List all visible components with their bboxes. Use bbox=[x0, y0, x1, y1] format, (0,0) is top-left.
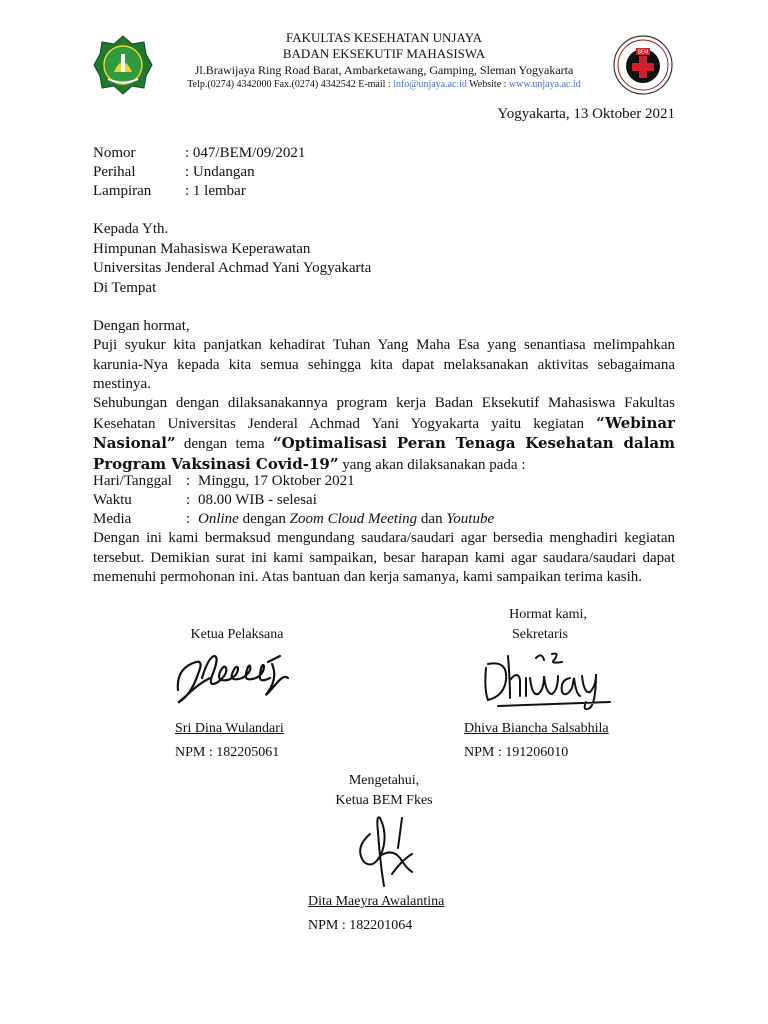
detail-date-row: Hari/Tanggal : Minggu, 17 Oktober 2021 bbox=[93, 473, 355, 489]
left-signer-title: Ketua Pelaksana bbox=[190, 627, 284, 642]
paragraph-closing: Dengan ini kami bermaksud mengundang saudara/saudari agar bersedia menghadiri kegiatan tersebut. Demikian surat ini kami sampaikan, besar harapan kami agar saudara/saudari dapat memenuhi permohonan ini. Atas bantuan dan kerja samanya, kami sampaikan terima kasih. bbox=[93, 530, 675, 585]
faculty-name: FAKULTAS KESEHATAN UNJAYA bbox=[285, 30, 483, 45]
paragraph-opening: Puji syukur kita panjatkan kehadirat Tuhan Yang Maha Esa yang senantiasa melimpahkan karunia-Nya kepada kita semua sehingga kita dapat melaksanakan aktivitas sebagaimana mestinya. bbox=[93, 337, 675, 392]
acknowledgment-label: Mengetahui, bbox=[348, 773, 420, 788]
perihal-row: Perihal : Undangan bbox=[93, 164, 255, 180]
website-link[interactable]: www.unjaya.ac.id bbox=[508, 79, 581, 90]
right-signer-title: Sekretaris bbox=[512, 627, 568, 642]
event-theme: “Optimalisasi Peran Tenaga Kesehatan dalam Program Vaksinasi Covid-19” bbox=[93, 434, 676, 473]
lampiran-row: Lampiran : 1 lembar bbox=[93, 183, 246, 199]
nomor-row: Nomor : 047/BEM/09/2021 bbox=[93, 145, 306, 161]
event-title: “Webinar Nasional” bbox=[93, 413, 675, 452]
letter-date: Yogyakarta, 13 Oktober 2021 bbox=[497, 106, 675, 122]
paragraph-event: Sehubungan dengan dilaksanakannya program kerja Badan Eksekutif Mahasiswa Fakultas Kesehatan Universitas Jenderal Achmad Yani Yogyakarta yaitu kegiatan “Webinar Nasional” dengan tema “Optimalisasi Peran Tenaga Kesehatan dalam Program Vaksinasi Covid-19” yang akan dilaksanakan pada : bbox=[93, 395, 676, 473]
contact-line: Telp.(0274) 4342000 Fax.(0274) 4342542 E-mail : info@unjaya.ac.id Website : www.unjaya.ac.id bbox=[187, 79, 581, 90]
center-signature-image bbox=[350, 812, 420, 890]
address: Jl.Brawijaya Ring Road Barat, Ambarketawang, Gamping, Sleman Yogyakarta bbox=[194, 63, 574, 77]
bem-logo-text: BEM bbox=[637, 49, 649, 56]
center-signer-npm: NPM : 182201064 bbox=[308, 918, 413, 933]
bem-logo bbox=[612, 34, 674, 96]
closing-salutation: Hormat kami, bbox=[509, 607, 587, 622]
left-signature-image bbox=[168, 648, 298, 710]
email-link[interactable]: info@unjaya.ac.id bbox=[393, 79, 467, 90]
right-signer-npm: NPM : 191206010 bbox=[464, 745, 569, 760]
center-signer-name: Dita Maeyra Awalantina bbox=[308, 894, 445, 909]
detail-time-row: Waktu : 08.00 WIB - selesai bbox=[93, 492, 317, 508]
right-signature-image bbox=[478, 650, 618, 712]
left-signer-name: Sri Dina Wulandari bbox=[175, 721, 284, 736]
greeting: Dengan hormat, bbox=[93, 318, 190, 334]
detail-media-row: Media : Online dengan Zoom Cloud Meeting dan Youtube bbox=[93, 511, 495, 527]
left-signer-npm: NPM : 182205061 bbox=[175, 745, 280, 760]
right-signer-name: Dhiva Biancha Salsabhila bbox=[464, 721, 609, 736]
recipient-block: Kepada Yth. Himpunan Mahasiswa Keperawatan Universitas Jenderal Achmad Yani Yogyakarta Di Tempat bbox=[93, 221, 372, 296]
organization-name: BADAN EKSEKUTIF MAHASISWA bbox=[282, 46, 486, 61]
center-signer-title: Ketua BEM Fkes bbox=[335, 793, 433, 808]
